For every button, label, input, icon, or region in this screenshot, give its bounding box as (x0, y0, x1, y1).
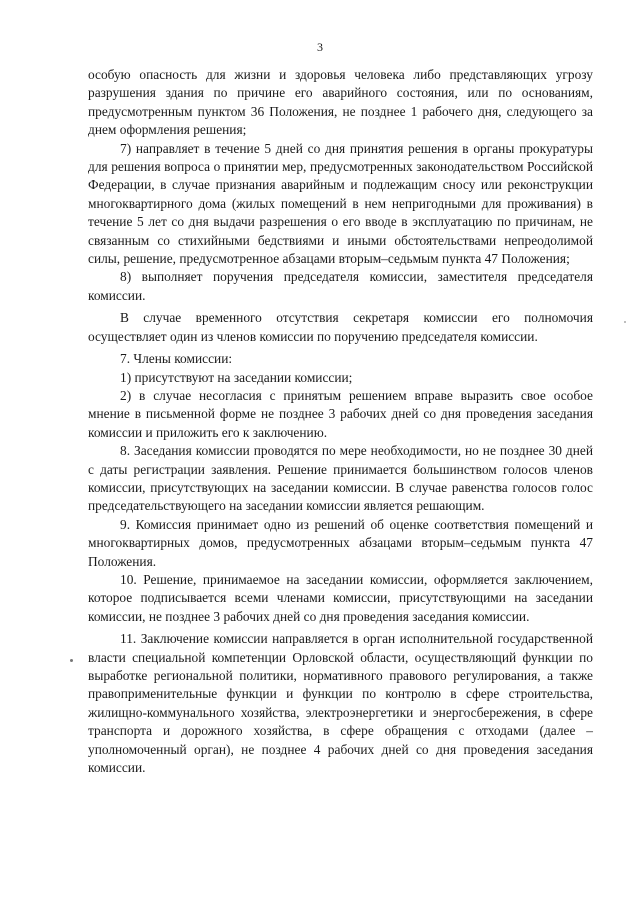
paragraph-section-7-item-1: 1) присутствуют на заседании комиссии; (120, 369, 353, 385)
paragraph-section-10: 10. Решение, принимаемое на заседании комиссии, оформляется заключением, которое подписывается всеми членами комиссии, присутствующими на заседании комиссии, не позднее 3 рабочих дней со дня проведения заседания комиссии. (88, 571, 593, 624)
page-number: 3 (317, 40, 323, 54)
scan-speck (70, 659, 73, 662)
paragraph-item-8: 8) выполняет поручения председателя комиссии, заместителя председателя комиссии. (88, 269, 593, 303)
document-body (88, 66, 593, 777)
paragraph-section-9: 9. Комиссия принимает одно из решений об оценке соответствия помещений и многоквартирных домов, предусмотренных абзацами вторым–седьмым пункта 47 Положения. (88, 516, 593, 569)
paragraph-section-7-heading: 7. Члены комиссии: (120, 351, 233, 367)
paragraph-section-8: 8. Заседания комиссии проводятся по мере необходимости, но не позднее 30 дней с даты регистрации заявления. Решение принимается большинством голосов членов комиссии, присутствующих на заседании комиссии. В случае равенства голосов голос председательствующего на заседании комиссии является решающим. (88, 443, 593, 514)
paragraph-section-11: 11. Заключение комиссии направляется в орган исполнительной государственной власти специальной компетенции Орловской области, осуществляющий функции по выработке региональной политики, нормативного правового регулирования, а также правоприменительные функции и функции по контролю в сфере строительства, жилищно-коммунального хозяйства, электроэнергетики и энергосбережения, в сфере транспорта и дорожного хозяйства, в сфере обращения с отходами (далее – уполномоченный орган), не позднее 4 рабочих дней со дня проведения заседания комиссии. (88, 631, 593, 776)
paragraph-item-7: 7) направляет в течение 5 дней со дня принятия решения в органы прокуратуры для решения вопроса о принятии мер, предусмотренных законодательством Российской Федерации, в случае признания аварийным и подлежащим сносу или реконструкции многоквартирного дома (жилых помещений в нем непригодными для проживания) в течение 5 лет со дня выдачи разрешения о его вводе в эксплуатацию по причинам, не связанным со стихийными бедствиями и иными обстоятельствами непреодолимой силы, решение, предусмотренное абзацами вторым–седьмым пункта 47 Положения; (88, 140, 593, 267)
scan-speck (624, 321, 626, 323)
paragraph-secretary-absence: В случае временного отсутствия секретаря комиссии его полномочия осуществляет один из членов комиссии по поручению председателя комиссии. (88, 310, 593, 344)
paragraph-section-7-item-2: 2) в случае несогласия с принятым решением вправе выразить свое особое мнение в письменной форме не позднее 3 рабочих дней со дня проведения заседания комиссии и приложить его к заключению. (88, 387, 593, 440)
paragraph-continuation: особую опасность для жизни и здоровья человека либо представляющих угрозу разрушения здания по причине его аварийного состояния, или по основаниям, предусмотренным пунктом 36 Положения, не позднее 1 рабочего дня, следующего за днем оформления решения; (88, 67, 593, 138)
